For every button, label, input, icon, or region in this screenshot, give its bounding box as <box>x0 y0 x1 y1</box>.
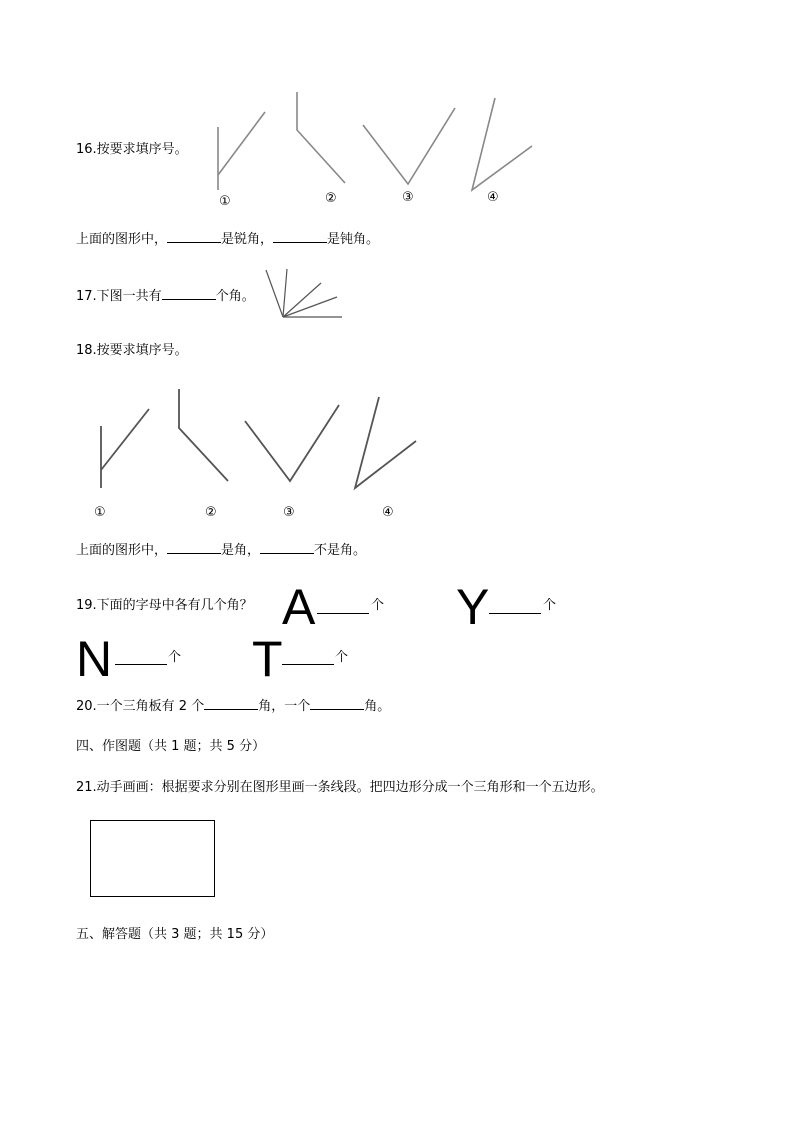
q16-answer-b: 是锐角， <box>221 232 274 247</box>
q18-answer-line <box>76 541 366 559</box>
q19-blank-t[interactable] <box>282 652 334 665</box>
q18-answer-c: 不是角。 <box>314 543 367 558</box>
q19-unit-t: 个 <box>335 650 349 665</box>
q16-answer-c: 是钝角。 <box>327 232 380 247</box>
q19-unit-n: 个 <box>168 650 182 665</box>
q18-answer-b: 是角， <box>221 543 261 558</box>
section5-title: 五、解答题（共 3 题；共 15 分） <box>76 927 274 942</box>
q19-blank-n[interactable] <box>115 652 167 665</box>
q18-fig-label-4: ④ <box>382 505 394 520</box>
q21-quadrilateral[interactable] <box>90 820 215 897</box>
q19-letter-y: Y <box>456 579 490 635</box>
q19-letter-a: A <box>282 579 316 635</box>
q18-blank-not-angle[interactable] <box>260 541 314 554</box>
q17-label-b: 个角。 <box>215 289 255 304</box>
q20-part-b: 角，一个 <box>258 699 311 714</box>
q19-blank-a[interactable] <box>317 601 369 614</box>
q19-letter-n: N <box>76 631 113 687</box>
q16-label: 16.按要求填序号。 <box>76 142 188 157</box>
q18-fig-label-2: ② <box>205 505 217 520</box>
q16-fig-label-1: ① <box>219 194 231 209</box>
q18-figure-4 <box>355 397 416 488</box>
q17-label-a: 17.下图一共有 <box>76 289 162 304</box>
section4-title: 四、作图题（共 1 题；共 5 分） <box>76 739 266 754</box>
q19-unit-y: 个 <box>543 598 557 613</box>
q18-figures <box>0 0 794 520</box>
q16-fig-label-3: ③ <box>402 190 414 205</box>
q18-figure-1-ray <box>101 409 149 470</box>
q19-blank-y[interactable] <box>489 601 541 614</box>
q20-blank-2[interactable] <box>310 697 364 710</box>
q18-fig-label-1: ① <box>94 505 106 520</box>
q18-fig-label-3: ③ <box>283 505 295 520</box>
q16-fig-label-4: ④ <box>487 190 499 205</box>
q18-answer-a: 上面的图形中， <box>76 543 168 558</box>
q16-fig-label-2: ② <box>325 191 337 206</box>
q19-unit-a: 个 <box>371 598 385 613</box>
q20-line <box>76 697 390 715</box>
q18-figure-2 <box>179 389 228 481</box>
q19-label: 19.下面的字母中各有几个角？ <box>76 598 253 613</box>
q18-figure-3 <box>245 405 339 481</box>
q18-label: 18.按要求填序号。 <box>76 343 188 358</box>
q18-blank-angle[interactable] <box>167 541 221 554</box>
q20-blank-1[interactable] <box>204 697 258 710</box>
q21-label: 21.动手画画：根据要求分别在图形里画一条线段。把四边形分成一个三角形和一个五边形。 <box>76 780 604 795</box>
q19-letter-t: T <box>252 631 283 687</box>
q16-answer-a: 上面的图形中， <box>76 232 168 247</box>
q20-part-a: 20.一个三角板有 2 个 <box>76 699 205 714</box>
q20-part-c: 角。 <box>364 699 391 714</box>
